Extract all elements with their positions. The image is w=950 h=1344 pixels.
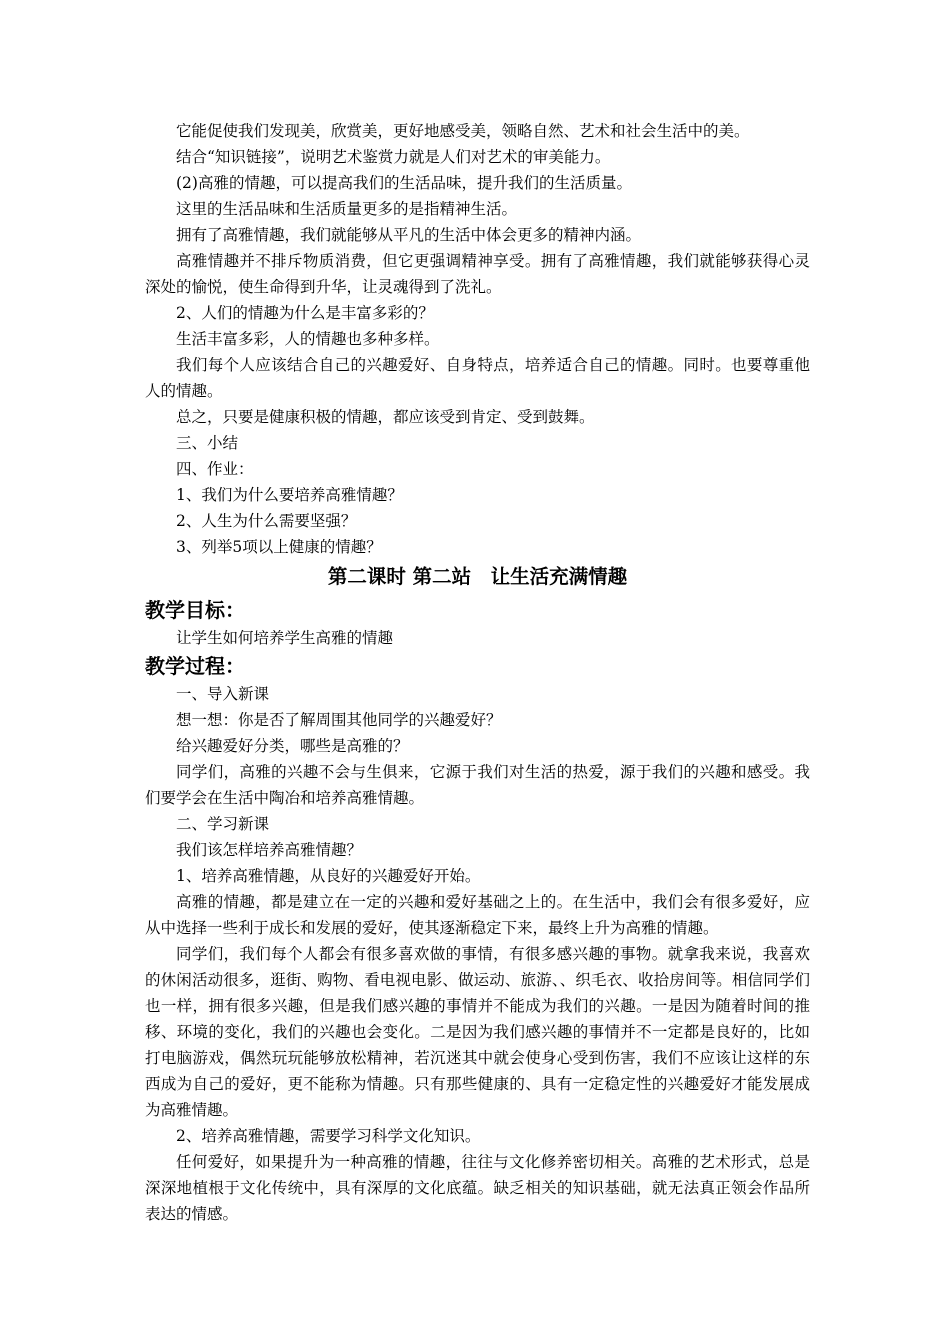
question-item: 2、人们的情趣为什么是丰富多彩的？ [176,304,434,322]
paragraph: 我们每个人应该结合自己的兴趣爱好、自身特点，培养适合自己的情趣。同时。也要尊重他人的情趣。 [145,356,810,400]
paragraph: 高雅情趣并不排斥物质消费，但它更强调精神享受。拥有了高雅情趣，我们就能够获得心灵深处的愉悦，使生命得到升华，让灵魂得到了洗礼。 [145,252,810,296]
homework-item: 2、人生为什么需要坚强？ [176,512,357,530]
paragraph: 我们该怎样培养高雅情趣？ [176,841,363,859]
paragraph: 给兴趣爱好分类，哪些是高雅的？ [176,737,409,755]
section-heading-new-lesson: 二、学习新课 [176,815,270,833]
paragraph: 任何爱好，如果提升为一种高雅的情趣，往往与文化修养密切相关。高雅的艺术形式，总是深深地植根于文化传统中，具有深厚的文化底蕴。缺乏相关的知识基础，就无法真正领会作品所表达的情感。 [145,1153,810,1223]
heading-teaching-goals: 教学目标： [145,598,245,622]
homework-item: 3、列举5项以上健康的情趣？ [176,538,382,556]
paragraph: 拥有了高雅情趣，我们就能够从平凡的生活中体会更多的精神内涵。 [176,226,642,244]
lesson-title: 第二课时 第二站 让生活充满情趣 [327,565,628,588]
paragraph: 想一想：你是否了解周围其他同学的兴趣爱好？ [176,711,502,729]
section-heading-homework: 四、作业： [176,460,254,478]
paragraph: 结合“知识链接”，说明艺术鉴赏力就是人们对艺术的审美能力。 [176,148,611,166]
paragraph: 生活丰富多彩，人的情趣也多种多样。 [176,330,440,348]
paragraph: 同学们，我们每个人都会有很多喜欢做的事情，有很多感兴趣的事物。就拿我来说，我喜欢的休闲活动很多，逛街、购物、看电视电影、做运动、旅游、、织毛衣、收拾房间等。相信同学们也一样，拥有很多兴趣，但是我们感兴趣的事情并不能成为我们的兴趣。一是因为随着时间的推移、环境的变化，我们的兴趣也会变化。二是因为我们感兴趣的事情并不一定都是良好的，比如打电脑游戏，偶然玩玩能够放松精神，若沉迷其中就会使身心受到伤害，我们不应该让这样的东西成为自己的爱好，更不能称为情趣。只有那些健康的、具有一定稳定性的兴趣爱好才能发展成为高雅情趣。 [145,945,810,1119]
point-item: 2、培养高雅情趣，需要学习科学文化知识。 [176,1127,481,1145]
paragraph: 总之，只要是健康积极的情趣，都应该受到肯定、受到鼓舞。 [176,408,595,426]
paragraph: 这里的生活品味和生活质量更多的是指精神生活。 [176,200,518,218]
paragraph: 让学生如何培养学生高雅的情趣 [176,629,394,647]
heading-teaching-process: 教学过程： [145,654,245,678]
paragraph: 它能促使我们发现美，欣赏美，更好地感受美，领略自然、艺术和社会生活中的美。 [176,122,750,140]
point-item: 1、培养高雅情趣，从良好的兴趣爱好开始。 [176,867,481,885]
paragraph: 同学们，高雅的兴趣不会与生俱来，它源于我们对生活的热爱，源于我们的兴趣和感受。我们要学会在生活中陶冶和培养高雅情趣。 [145,763,810,807]
paragraph: 高雅的情趣，都是建立在一定的兴趣和爱好基础之上的。在生活中，我们会有很多爱好，应从中选择一些利于成长和发展的爱好，使其逐渐稳定下来，最终上升为高雅的情趣。 [145,893,810,937]
homework-item: 1、我们为什么要培养高雅情趣？ [176,486,403,504]
section-heading-intro: 一、导入新课 [176,685,270,703]
document-body [145,118,810,1227]
paragraph: (2)高雅的情趣，可以提高我们的生活品味，提升我们的生活质量。 [176,174,632,192]
section-heading-summary: 三、小结 [176,434,239,452]
